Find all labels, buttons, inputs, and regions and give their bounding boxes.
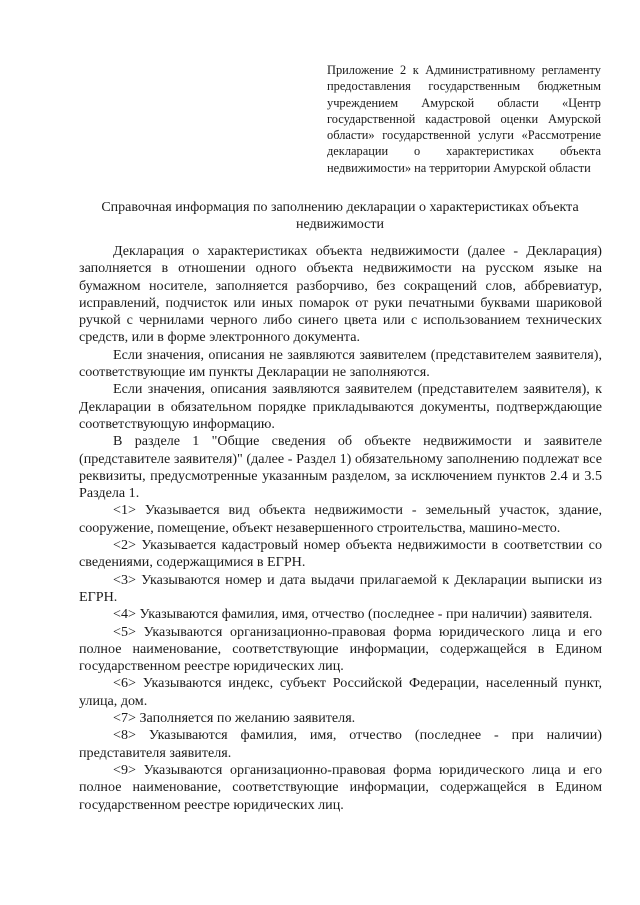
note-1: <1> Указывается вид объекта недвижимости - земельный участок, здание, сооружение, помещение, объект незавершенного строительства, машино-место. <box>79 502 602 536</box>
note-6: <6> Указываются индекс, субъект Российской Федерации, населенный пункт, улица, дом. <box>79 675 602 709</box>
paragraph-values-not-declared: Если значения, описания не заявляются заявителем (представителем заявителя), соответствующие им пункты Декларации не заполняются. <box>79 346 602 381</box>
paragraph-values-declared: Если значения, описания заявляются заявителем (представителем заявителя), к Декларации в обязательном порядке прикладываются документы, подтверждающие соответствующую информацию. <box>79 381 602 432</box>
document-title: Справочная информация по заполнению декларации о характеристиках объекта недвижимости <box>101 200 579 232</box>
note-5: <5> Указываются организационно-правовая форма юридического лица и его полное наименование, соответствующие информации, содержащейся в Едином государственном реестре юридических лиц. <box>79 623 602 675</box>
note-2: <2> Указывается кадастровый номер объекта недвижимости в соответствии со сведениями, содержащимися в ЕГРН. <box>79 537 602 571</box>
note-8: <8> Указываются фамилия, имя, отчество (последнее - при наличии) представителя заявителя. <box>79 727 602 761</box>
appendix-header: Приложение 2 к Административному регламенту предоставления государственным бюджетным учреждением Амурской области «Центр государственной кадастровой оценки Амурской области» государственной услуги «Рассмотрение декларации о характеристиках объекта недвижимости» на территории Амурской области <box>327 63 601 175</box>
note-7: <7> Заполняется по желанию заявителя. <box>113 710 356 727</box>
note-4: <4> Указываются фамилия, имя, отчество (последнее - при наличии) заявителя. <box>113 606 593 623</box>
note-9: <9> Указываются организационно-правовая форма юридического лица и его полное наименование, соответствующие информации, содержащейся в Едином государственном реестре юридических лиц. <box>79 761 602 813</box>
document-body <box>79 243 602 814</box>
paragraph-declaration-intro: Декларация о характеристиках объекта недвижимости (далее - Декларация) заполняется в отношении одного объекта недвижимости на русском языке на бумажном носителе, заполняется разборчиво, без сокращений слов, аббревиатур, исправлений, подчисток или иных помарок от руки печатными буквами шариковой ручкой с чернилами черного либо синего цвета или с использованием технических средств, или в форме электронного документа. <box>79 243 602 346</box>
note-3: <3> Указываются номер и дата выдачи прилагаемой к Декларации выписки из ЕГРН. <box>79 571 602 605</box>
paragraph-section-1: В разделе 1 "Общие сведения об объекте недвижимости и заявителе (представителе заявителя)" (далее - Раздел 1) обязательному заполнению подлежат все реквизиты, предусмотренные указанным разделом, за исключением пунктов 2.4 и 3.5 Раздела 1. <box>79 433 602 502</box>
